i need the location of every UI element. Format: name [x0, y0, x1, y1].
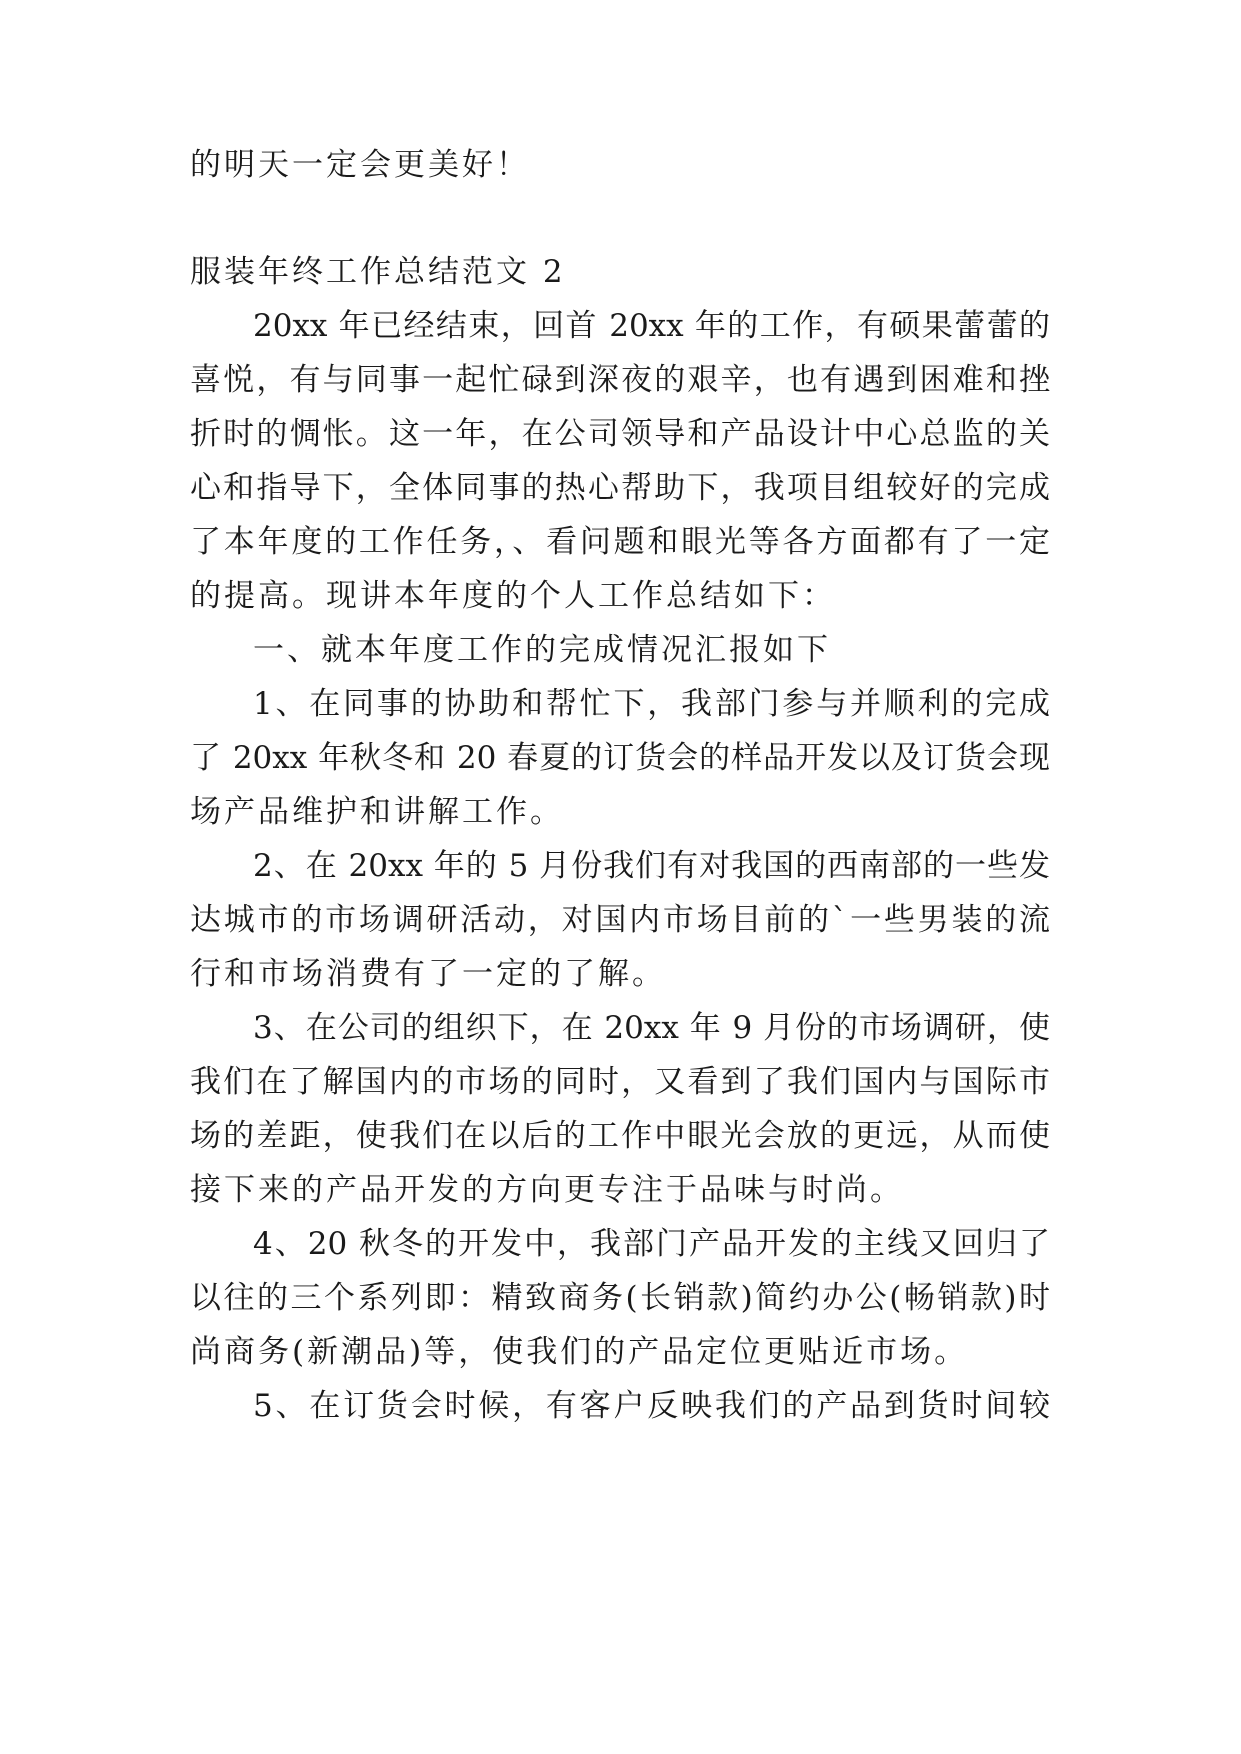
document-page — [190, 0, 1050, 1754]
paragraph-closing-line: 的明天一定会更美好！ — [190, 147, 530, 183]
item-2-line: 行和市场消费有了一定的了解。 — [190, 956, 666, 992]
item-2-line: 2、在 20xx 年的 5 月份我们有对我国的西南部的一些发 — [253, 848, 1050, 884]
subsection-heading: 一、就本年度工作的完成情况汇报如下 — [253, 632, 831, 668]
item-1-line: 1、在同事的协助和帮忙下，我部门参与并顺利的完成 — [253, 686, 1050, 722]
intro-paragraph-line: 喜悦，有与同事一起忙碌到深夜的艰辛，也有遇到困难和挫 — [190, 362, 1050, 398]
intro-paragraph-line: 折时的惆怅。这一年，在公司领导和产品设计中心总监的关 — [190, 416, 1050, 452]
item-1-line: 场产品维护和讲解工作。 — [190, 794, 564, 830]
item-3-line: 场的差距，使我们在以后的工作中眼光会放的更远，从而使 — [190, 1118, 1050, 1154]
item-2-line: 达城市的市场调研活动，对国内市场目前的`一些男装的流 — [190, 902, 1050, 938]
intro-paragraph-line: 的提高。现讲本年度的个人工作总结如下： — [190, 578, 836, 614]
section-heading: 服装年终工作总结范文 2 — [190, 254, 566, 290]
item-3-line: 我们在了解国内的市场的同时，又看到了我们国内与国际市 — [190, 1064, 1050, 1100]
intro-paragraph-line: 20xx 年已经结束，回首 20xx 年的工作，有硕果蕾蕾的 — [253, 308, 1050, 344]
item-4-line: 4、20 秋冬的开发中，我部门产品开发的主线又回归了 — [253, 1226, 1050, 1262]
item-1-line: 了 20xx 年秋冬和 20 春夏的订货会的样品开发以及订货会现 — [190, 740, 1050, 776]
item-4-line: 尚商务(新潮品)等，使我们的产品定位更贴近市场。 — [190, 1334, 969, 1370]
intro-paragraph-line: 了本年度的工作任务，、看问题和眼光等各方面都有了一定 — [190, 524, 1050, 560]
item-4-line: 以往的三个系列即：精致商务(长销款)简约办公(畅销款)时 — [190, 1280, 1050, 1316]
intro-paragraph-line: 心和指导下，全体同事的热心帮助下，我项目组较好的完成 — [190, 470, 1050, 506]
item-5-line: 5、在订货会时候，有客户反映我们的产品到货时间较 — [253, 1388, 1050, 1424]
item-3-line: 接下来的产品开发的方向更专注于品味与时尚。 — [190, 1172, 904, 1208]
item-3-line: 3、在公司的组织下，在 20xx 年 9 月份的市场调研，使 — [253, 1010, 1050, 1046]
